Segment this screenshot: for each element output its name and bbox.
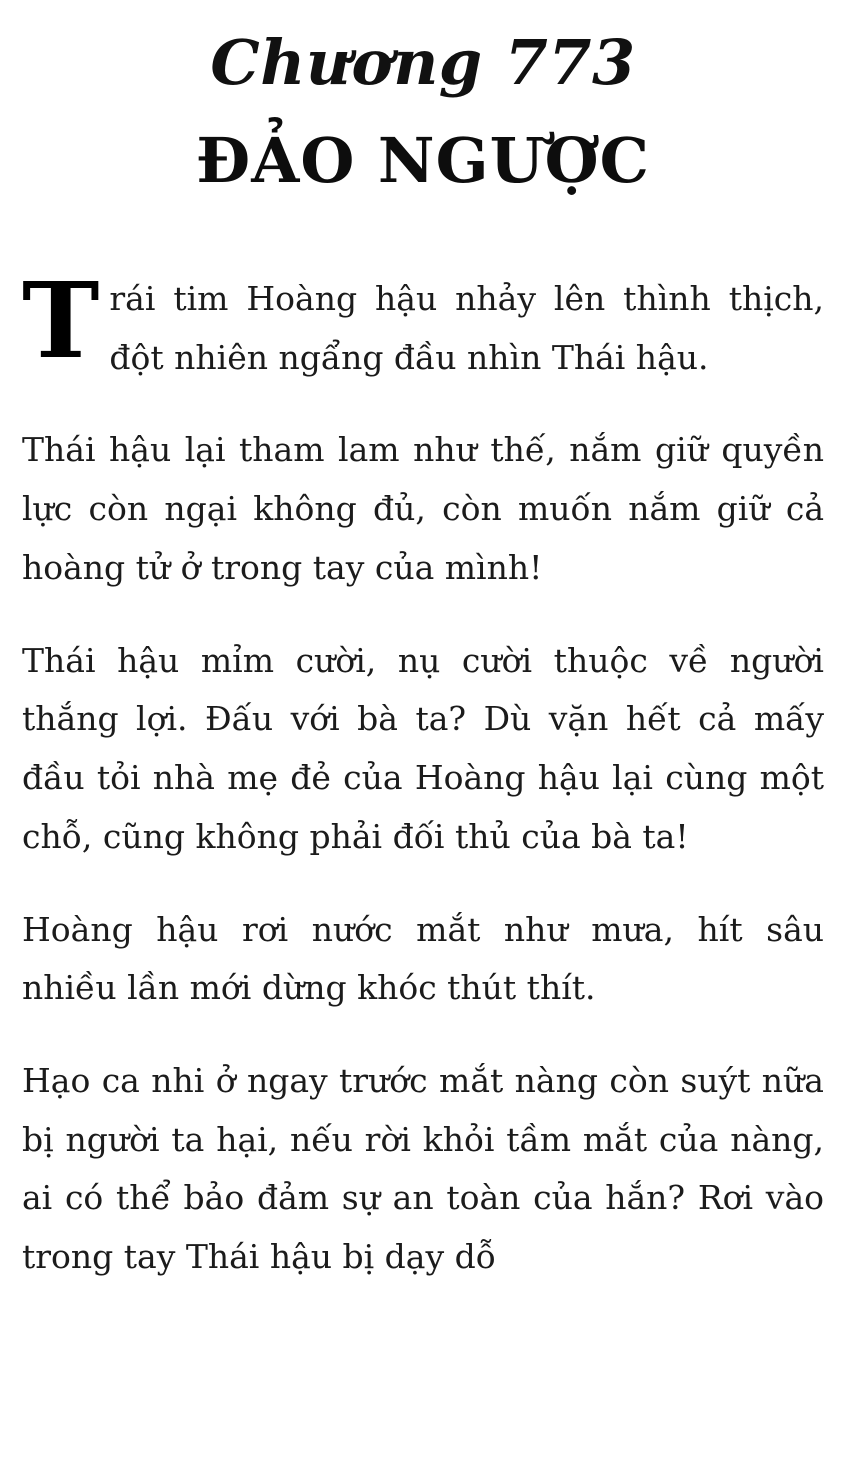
chapter-title: ĐẢO NGƯỢC bbox=[196, 123, 650, 197]
paragraph: Thái hậu mỉm cười, nụ cười thuộc về người thắng lợi. Đấu với bà ta? Dù vặn hết cả mấy đầu tỏi nhà mẹ đẻ của Hoàng hậu lại cùng một chỗ, cũng không phải đối thủ của bà ta! bbox=[22, 640, 824, 856]
chapter-number: Chương 773 bbox=[210, 26, 636, 99]
paragraph: Thái hậu lại tham lam như thế, nắm giữ quyền lực còn ngại không đủ, còn muốn nắm giữ cả hoàng tử ở trong tay của mình! bbox=[22, 430, 824, 587]
chapter-body bbox=[22, 258, 824, 1287]
paragraph: Hạo ca nhi ở ngay trước mắt nàng còn suýt nữa bị người ta hại, nếu rời khỏi tầm mắt của nàng, ai có thể bảo đảm sự an toàn của hắn? Rơi vào trong tay Thái hậu bị dạy dỗ bbox=[22, 1060, 824, 1277]
paragraph: Trái tim Hoàng hậu nhảy lên thình thịch, đột nhiên ngẩng đầu nhìn Thái hậu. bbox=[22, 258, 824, 382]
paragraph: Hoàng hậu rơi nước mắt như mưa, hít sâu nhiều lần mới dừng khóc thút thít. bbox=[22, 909, 824, 1008]
